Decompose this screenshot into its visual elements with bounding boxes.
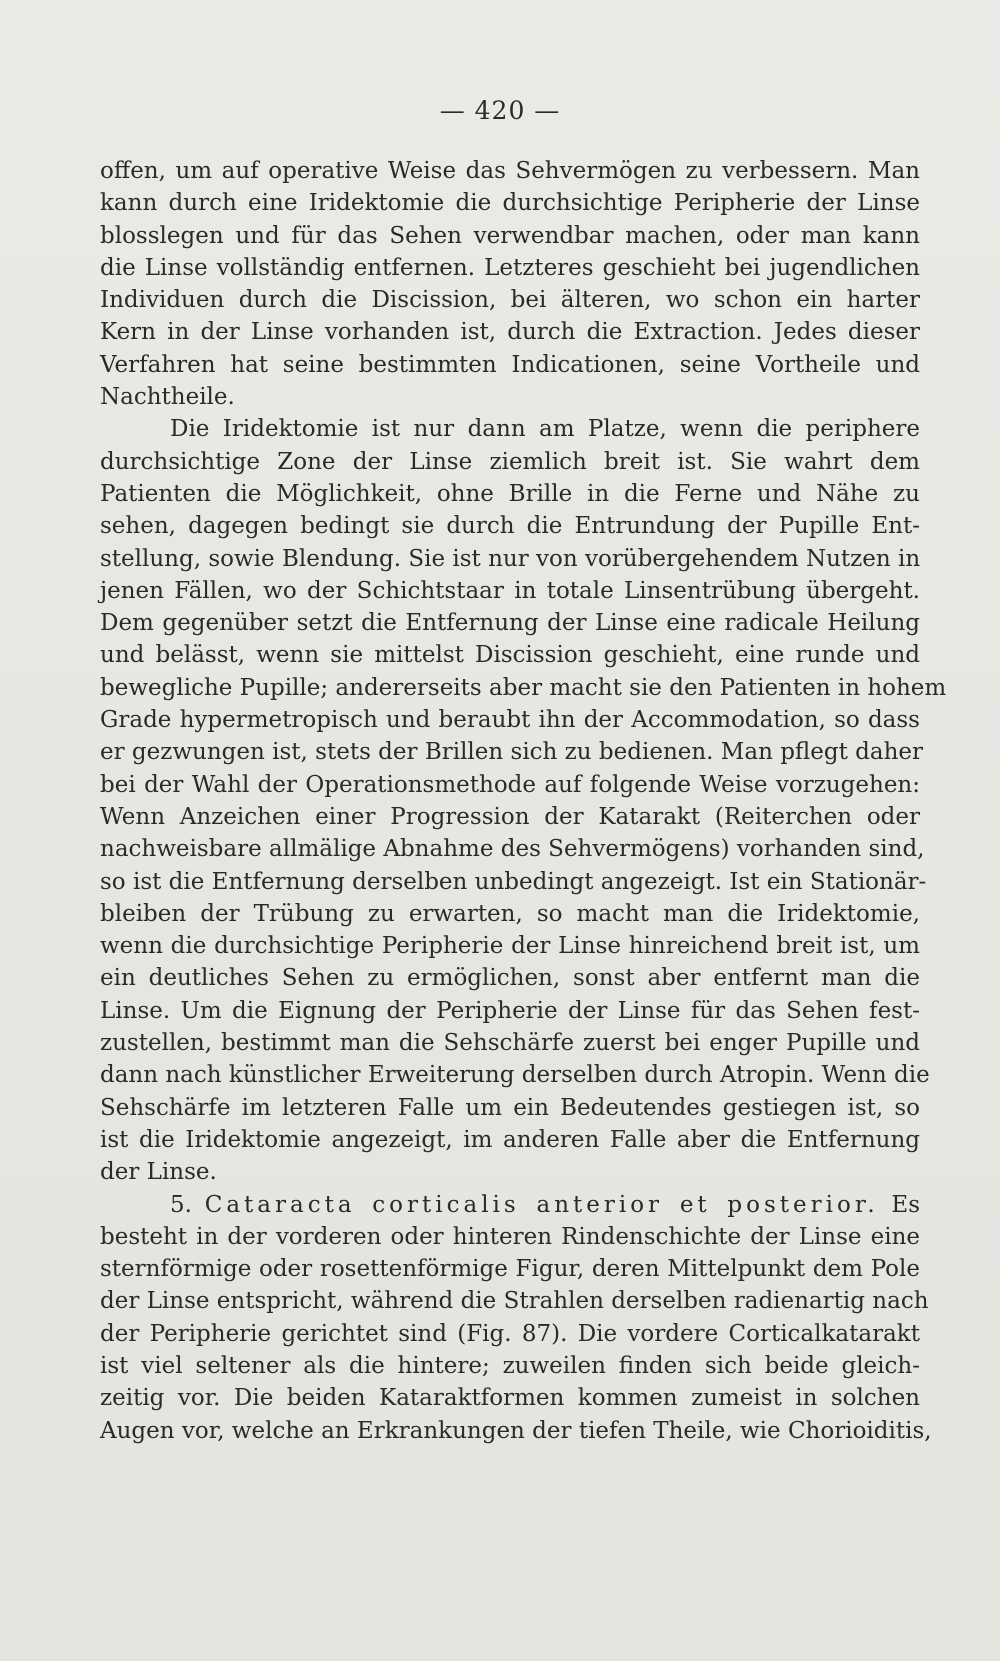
text-line: sternförmige oder rosettenförmige Figur, deren Mittelpunkt dem Pole <box>100 1256 920 1283</box>
paragraph-start-line: Die Iridektomie ist nur dann am Platze, wenn die periphere <box>170 416 920 443</box>
text-line: der Peripherie gerichtet sind (Fig. 87). Die vordere Corticalkatarakt <box>100 1320 920 1347</box>
text-line: der Linse. <box>100 1159 217 1186</box>
text-line: zeitig vor. Die beiden Kataraktformen kommen zumeist in solchen <box>100 1385 920 1412</box>
text-line: jenen Fällen, wo der Schichtstaar in totale Linsentrübung übergeht. <box>100 577 920 604</box>
text-line: Patienten die Möglichkeit, ohne Brille in die Ferne und Nähe zu <box>100 480 920 507</box>
text-line: die Linse vollständig entfernen. Letzteres geschieht bei jugendlichen <box>100 254 920 281</box>
text-line: der Linse entspricht, während die Strahlen derselben radienartig nach <box>100 1288 929 1315</box>
text-line: stellung, sowie Blendung. Sie ist nur von vorübergehendem Nutzen in <box>100 545 921 572</box>
text-line: Grade hypermetropisch und beraubt ihn der Accommodation, so dass <box>100 707 920 734</box>
text-line: Augen vor, welche an Erkrankungen der tiefen Theile, wie Chorioiditis, <box>100 1417 932 1444</box>
text-line: Linse. Um die Eignung der Peripherie der Linse für das Sehen fest- <box>100 997 920 1024</box>
text-line: ist die Iridektomie angezeigt, im anderen Falle aber die Entfernung <box>100 1126 920 1153</box>
page-number: — 420 — <box>439 96 561 125</box>
section-heading-tail: Es <box>891 1191 920 1218</box>
text-line: er gezwungen ist, stets der Brillen sich zu bedienen. Man pflegt daher <box>100 739 924 766</box>
text-line: Nachtheile. <box>100 384 235 411</box>
text-line: Kern in der Linse vorhanden ist, durch die Extraction. Jedes dieser <box>100 319 920 346</box>
section-heading: Cataracta corticalis anterior et posterior. <box>204 1191 879 1218</box>
text-line: durchsichtige Zone der Linse ziemlich breit ist. Sie wahrt dem <box>100 448 920 475</box>
text-line: sehen, dagegen bedingt sie durch die Entrundung der Pupille Ent- <box>100 513 920 540</box>
text-line: offen, um auf operative Weise das Sehvermögen zu verbessern. Man <box>100 158 920 184</box>
text-line: besteht in der vorderen oder hinteren Rindenschichte der Linse eine <box>100 1223 920 1250</box>
text-line: so ist die Entfernung derselben unbedingt angezeigt. Ist ein Stationär- <box>100 868 927 895</box>
text-line: Dem gegenüber setzt die Entfernung der Linse eine radicale Heilung <box>100 610 920 637</box>
text-line: und belässt, wenn sie mittelst Discission geschieht, eine runde und <box>100 642 920 669</box>
text-line: bleiben der Trübung zu erwarten, so macht man die Iridektomie, <box>100 900 920 927</box>
text-line: dann nach künstlicher Erweiterung derselben durch Atropin. Wenn die <box>100 1062 930 1089</box>
text-line: bei der Wahl der Operationsmethode auf folgende Weise vorzugehen: <box>100 771 920 798</box>
section-number: 5. <box>170 1191 192 1218</box>
text-line: wenn die durchsichtige Peripherie der Linse hinreichend breit ist, um <box>100 933 920 960</box>
text-line: Verfahren hat seine bestimmten Indicationen, seine Vortheile und <box>100 351 920 378</box>
section-heading-line <box>100 1189 920 1221</box>
text-line: blosslegen und für das Sehen verwendbar machen, oder man kann <box>100 222 920 249</box>
text-line: bewegliche Pupille; andererseits aber macht sie den Patienten in hohem <box>100 674 947 701</box>
text-line: zustellen, bestimmt man die Sehschärfe zuerst bei enger Pupille und <box>100 1030 920 1057</box>
text-line: Sehschärfe im letzteren Falle um ein Bedeutendes gestiegen ist, so <box>100 1094 920 1121</box>
text-line: kann durch eine Iridektomie die durchsichtige Peripherie der Linse <box>100 190 920 217</box>
text-line: Wenn Anzeichen einer Progression der Katarakt (Reiterchen oder <box>100 803 920 830</box>
text-line: ein deutliches Sehen zu ermöglichen, sonst aber entfernt man die <box>100 965 920 992</box>
text-line: ist viel seltener als die hintere; zuweilen finden sich beide gleich- <box>100 1352 920 1379</box>
text-line: nachweisbare allmälige Abnahme des Sehvermögens) vorhanden sind, <box>100 836 925 863</box>
body-text <box>100 155 947 1447</box>
text-line: Individuen durch die Discission, bei älteren, wo schon ein harter <box>100 287 920 314</box>
